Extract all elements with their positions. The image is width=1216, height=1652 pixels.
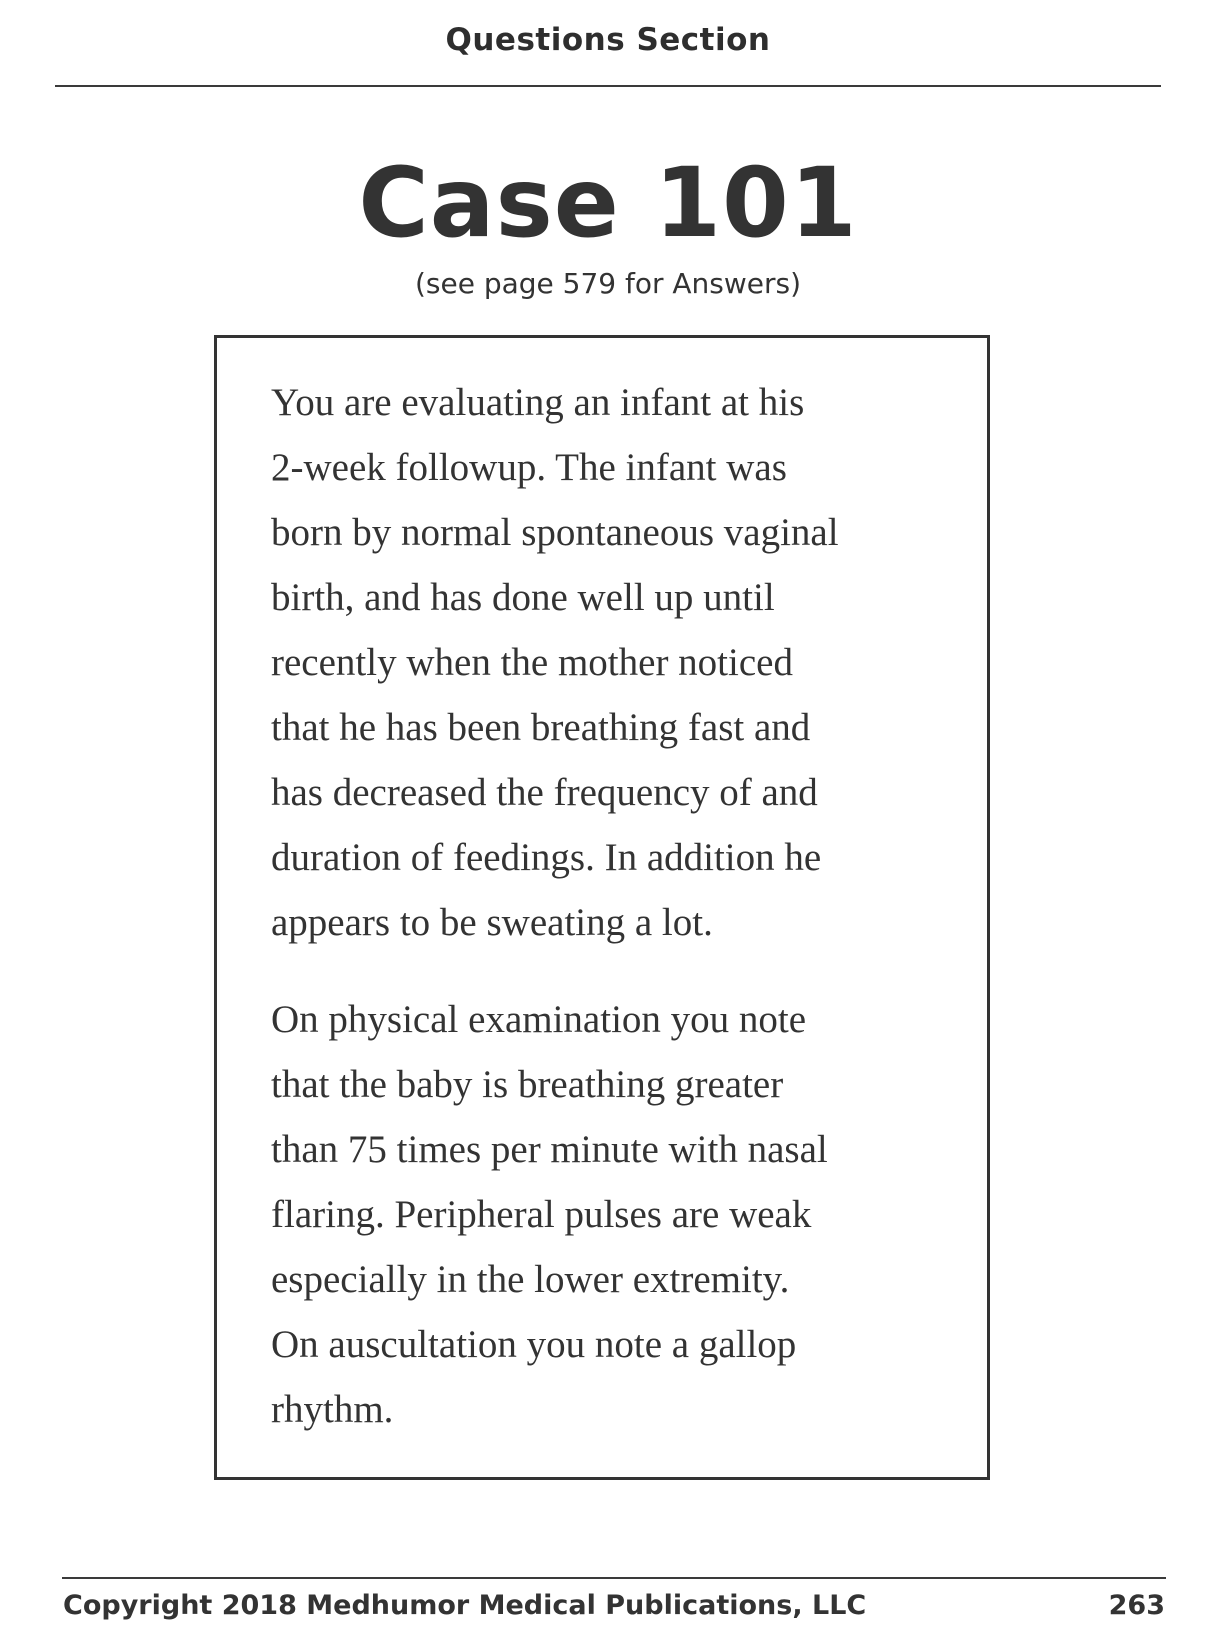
footer-divider	[62, 1577, 1166, 1579]
case-title: Case 101	[358, 147, 858, 259]
case-paragraph-history: You are evaluating an infant at his 2-week followup. The infant was born by normal spontaneous vaginal birth, and has done well up until recently when the mother noticed that he has been breathing fast and has decreased the frequency of and duration of feedings. In addition he appears to be sweating a lot.	[271, 381, 839, 944]
copyright-notice: Copyright 2018 Medhumor Medical Publications, LLC	[63, 1590, 867, 1621]
case-description	[271, 370, 931, 1442]
case-paragraph-exam: On physical examination you note that the baby is breathing greater than 75 times per minute with nasal flaring. Peripheral pulses are weak especially in the lower extremity. On auscultation you note a gallop rhythm.	[271, 998, 828, 1431]
answers-reference: (see page 579 for Answers)	[414, 267, 802, 300]
header-divider	[55, 85, 1161, 87]
page-number: 263	[1108, 1590, 1165, 1621]
section-header: Questions Section	[445, 22, 771, 58]
